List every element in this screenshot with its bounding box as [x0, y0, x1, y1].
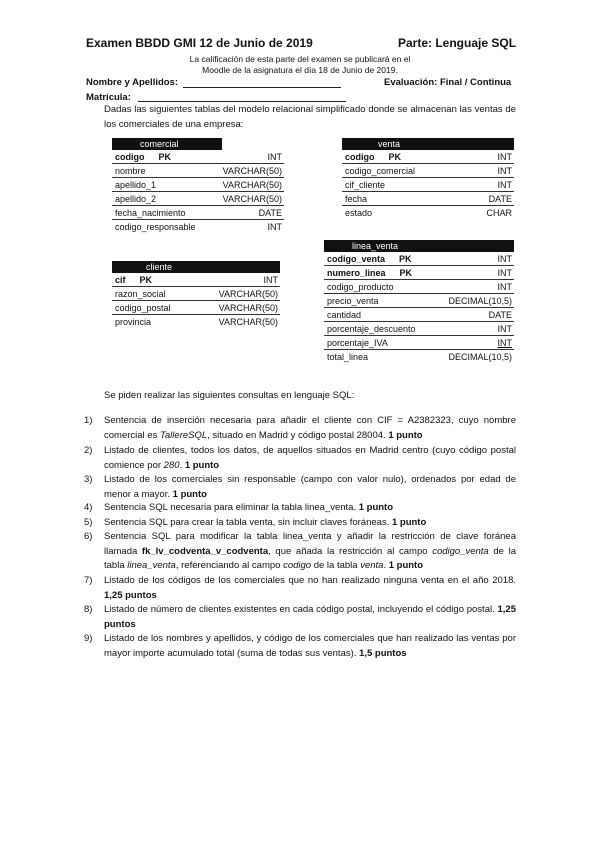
question-italic: TallereSQL: [159, 429, 208, 441]
matricula-field-line[interactable]: [138, 92, 346, 102]
table-linea-venta-header: linea_venta: [324, 240, 514, 252]
table-cliente: [112, 261, 280, 329]
question-text: , que añada la restricción al campo: [268, 545, 433, 557]
table-row: provincia VARCHAR(50): [115, 317, 278, 327]
table-row: porcentaje_descuento INT: [324, 322, 514, 336]
question-text: de la tabla: [311, 560, 361, 572]
table-row: codigo_postal VARCHAR(50): [112, 301, 280, 315]
table-row: total_linea DECIMAL(10,5): [327, 352, 512, 362]
question-emphasis: 1 punto: [391, 517, 427, 528]
table-venta: [342, 138, 514, 220]
question-text: .: [383, 560, 389, 572]
question-emphasis: 1 punto: [388, 429, 423, 441]
question-italic: 280: [163, 459, 180, 471]
question-italic: codigo: [283, 560, 312, 572]
table-row: precio_venta DECIMAL(10,5): [324, 294, 514, 308]
table-linea-venta: [324, 240, 514, 364]
table-row: cantidad DATE: [324, 308, 514, 322]
question-italic: linea_venta: [127, 560, 176, 572]
question-8: 8) Listado de número de clientes existentes en cada código postal, incluyendo el código postal. 1,25 puntos: [84, 604, 516, 630]
question-2: 2) Listado de clientes, todos los datos, de aquellos situados en Madrid centro (cuyo código postal comience por 280. 1 punto: [84, 445, 516, 471]
table-row: codigo_producto INT: [324, 280, 514, 294]
table-row: codigo_comercial INT: [342, 164, 514, 178]
question-italic: codigo_venta: [432, 545, 489, 557]
questions-intro: Se piden realizar las siguientes consultas en lenguaje SQL:: [104, 390, 355, 401]
table-row: codigo_venta PK INT: [324, 252, 514, 266]
evaluation-label: Evaluación: Final / Continua: [384, 77, 512, 88]
question-emphasis: 1 punto: [388, 560, 424, 572]
question-7: 7) Listado de los códigos de los comerciales que no han realizado ninguna venta en el año 2018. 1,25 puntos: [84, 575, 516, 601]
question-emphasis: 1 punto: [172, 488, 207, 500]
question-text: Sentencia SQL para crear la tabla venta, sin incluir claves foráneas.: [104, 517, 392, 528]
question-text: Sentencia de inserción necesaria para añadir el cliente con CIF = A2382323, cuyo nombre comercial es: [104, 415, 516, 441]
publication-note: [120, 54, 480, 76]
question-4: 4) Sentencia SQL necesaria para eliminar la tabla linea_venta. 1 punto: [84, 502, 394, 513]
table-row: nombre VARCHAR(50): [112, 164, 284, 178]
question-emphasis: 1,25 puntos: [104, 589, 157, 601]
intro-paragraph: Dadas las siguientes tablas del modelo relacional simplificado donde se almacenan las ventas de los comerciales de una empresa:: [104, 104, 516, 130]
table-cliente-header: cliente: [112, 261, 280, 273]
question-5: 5) Sentencia SQL para crear la tabla venta, sin incluir claves foráneas. 1 punto: [84, 517, 427, 528]
question-emphasis: 1,5 puntos: [359, 647, 407, 659]
table-row: estado CHAR: [345, 208, 512, 218]
publication-note-line-2: Moodle de la asignatura el día 18 de Junio de 2019.: [202, 65, 398, 75]
question-text: , situado en Madrid y código postal 28004.: [207, 429, 389, 441]
matricula-label: Matrícula:: [86, 92, 131, 103]
table-row: apellido_1 VARCHAR(50): [112, 178, 284, 192]
table-row: cif PK INT: [112, 273, 280, 287]
question-emphasis: fk_lv_codventa_v_codventa: [141, 545, 269, 557]
question-text: de la tabla: [104, 545, 516, 572]
question-italic: venta: [360, 560, 384, 572]
table-row: fecha_nacimiento DATE: [112, 206, 284, 220]
question-emphasis: 1,25 puntos: [104, 604, 516, 630]
question-9: 9) Listado de los nombres y apellidos, y código de los comerciales que han realizado las ventas por mayor importe acumulado total (suma de todas sus ventas). 1,5 puntos: [84, 633, 516, 659]
table-row: fecha DATE: [342, 192, 514, 206]
exam-title: Examen BBDD GMI 12 de Junio de 2019: [86, 36, 313, 50]
publication-note-line-1: La calificación de esta parte del examen se publicará en el: [189, 54, 411, 64]
question-text: Listado de clientes, todos los datos, de aquellos situados en Madrid centro (cuyo código postal comience por: [104, 445, 516, 471]
table-row: cif_cliente INT: [342, 178, 514, 192]
name-label: Nombre y Apellidos:: [86, 77, 179, 88]
exam-part: Parte: Lenguaje SQL: [398, 36, 517, 50]
table-row: codigo PK INT: [342, 150, 514, 164]
question-text: .: [179, 459, 185, 471]
name-field-line[interactable]: [183, 78, 341, 88]
question-text: Listado de los nombres y apellidos, y código de los comerciales que han realizado las ventas por mayor importe acumulado total (suma de todas sus ventas).: [104, 633, 516, 659]
question-text: Sentencia SQL para modificar la tabla linea_venta y añadir la restricción de clave foránea llamada: [104, 531, 516, 557]
question-text: Listado de número de clientes existentes en cada código postal, incluyendo el código postal.: [104, 604, 498, 615]
question-6: 6) Sentencia SQL para modificar la tabla linea_venta y añadir la restricción de clave foránea llamada fk_lv_codventa_v_codventa, que añada la restricción al campo codigo_venta de la tabla linea_venta, referenciando al campo codigo de la tabla venta. 1 punto: [84, 531, 516, 572]
table-venta-header: venta: [342, 138, 514, 150]
table-row: numero_linea PK INT: [324, 266, 514, 280]
table-row: porcentaje_IVA INT: [324, 336, 514, 350]
question-emphasis: 1 punto: [358, 502, 394, 513]
table-row: codigo_responsable INT: [115, 222, 282, 232]
question-text: Sentencia SQL necesaria para eliminar la tabla linea_venta.: [104, 502, 359, 513]
question-1: 1) Sentencia de inserción necesaria para añadir el cliente con CIF = A2382323, cuyo nombre comercial es TallereSQL, situado en Madrid y código postal 28004. 1 punto: [84, 415, 516, 441]
question-text: Listado de los códigos de los comerciales que no han realizado ninguna venta en el año 2018.: [104, 575, 516, 586]
question-text: , referenciando al campo: [175, 560, 284, 572]
question-emphasis: 1 punto: [184, 459, 220, 471]
table-row: razon_social VARCHAR(50): [112, 287, 280, 301]
question-3: 3) Listado de los comerciales sin responsable (campo con valor nulo), ordenados por edad de menor a mayor. 1 punto: [84, 474, 516, 500]
table-row: codigo PK INT: [112, 150, 284, 164]
table-comercial-header: comercial: [112, 138, 222, 150]
question-text: Listado de los comerciales sin responsable (campo con valor nulo), ordenados por edad de menor a mayor.: [104, 474, 516, 500]
table-row: apellido_2 VARCHAR(50): [112, 192, 284, 206]
table-comercial: [112, 138, 284, 234]
